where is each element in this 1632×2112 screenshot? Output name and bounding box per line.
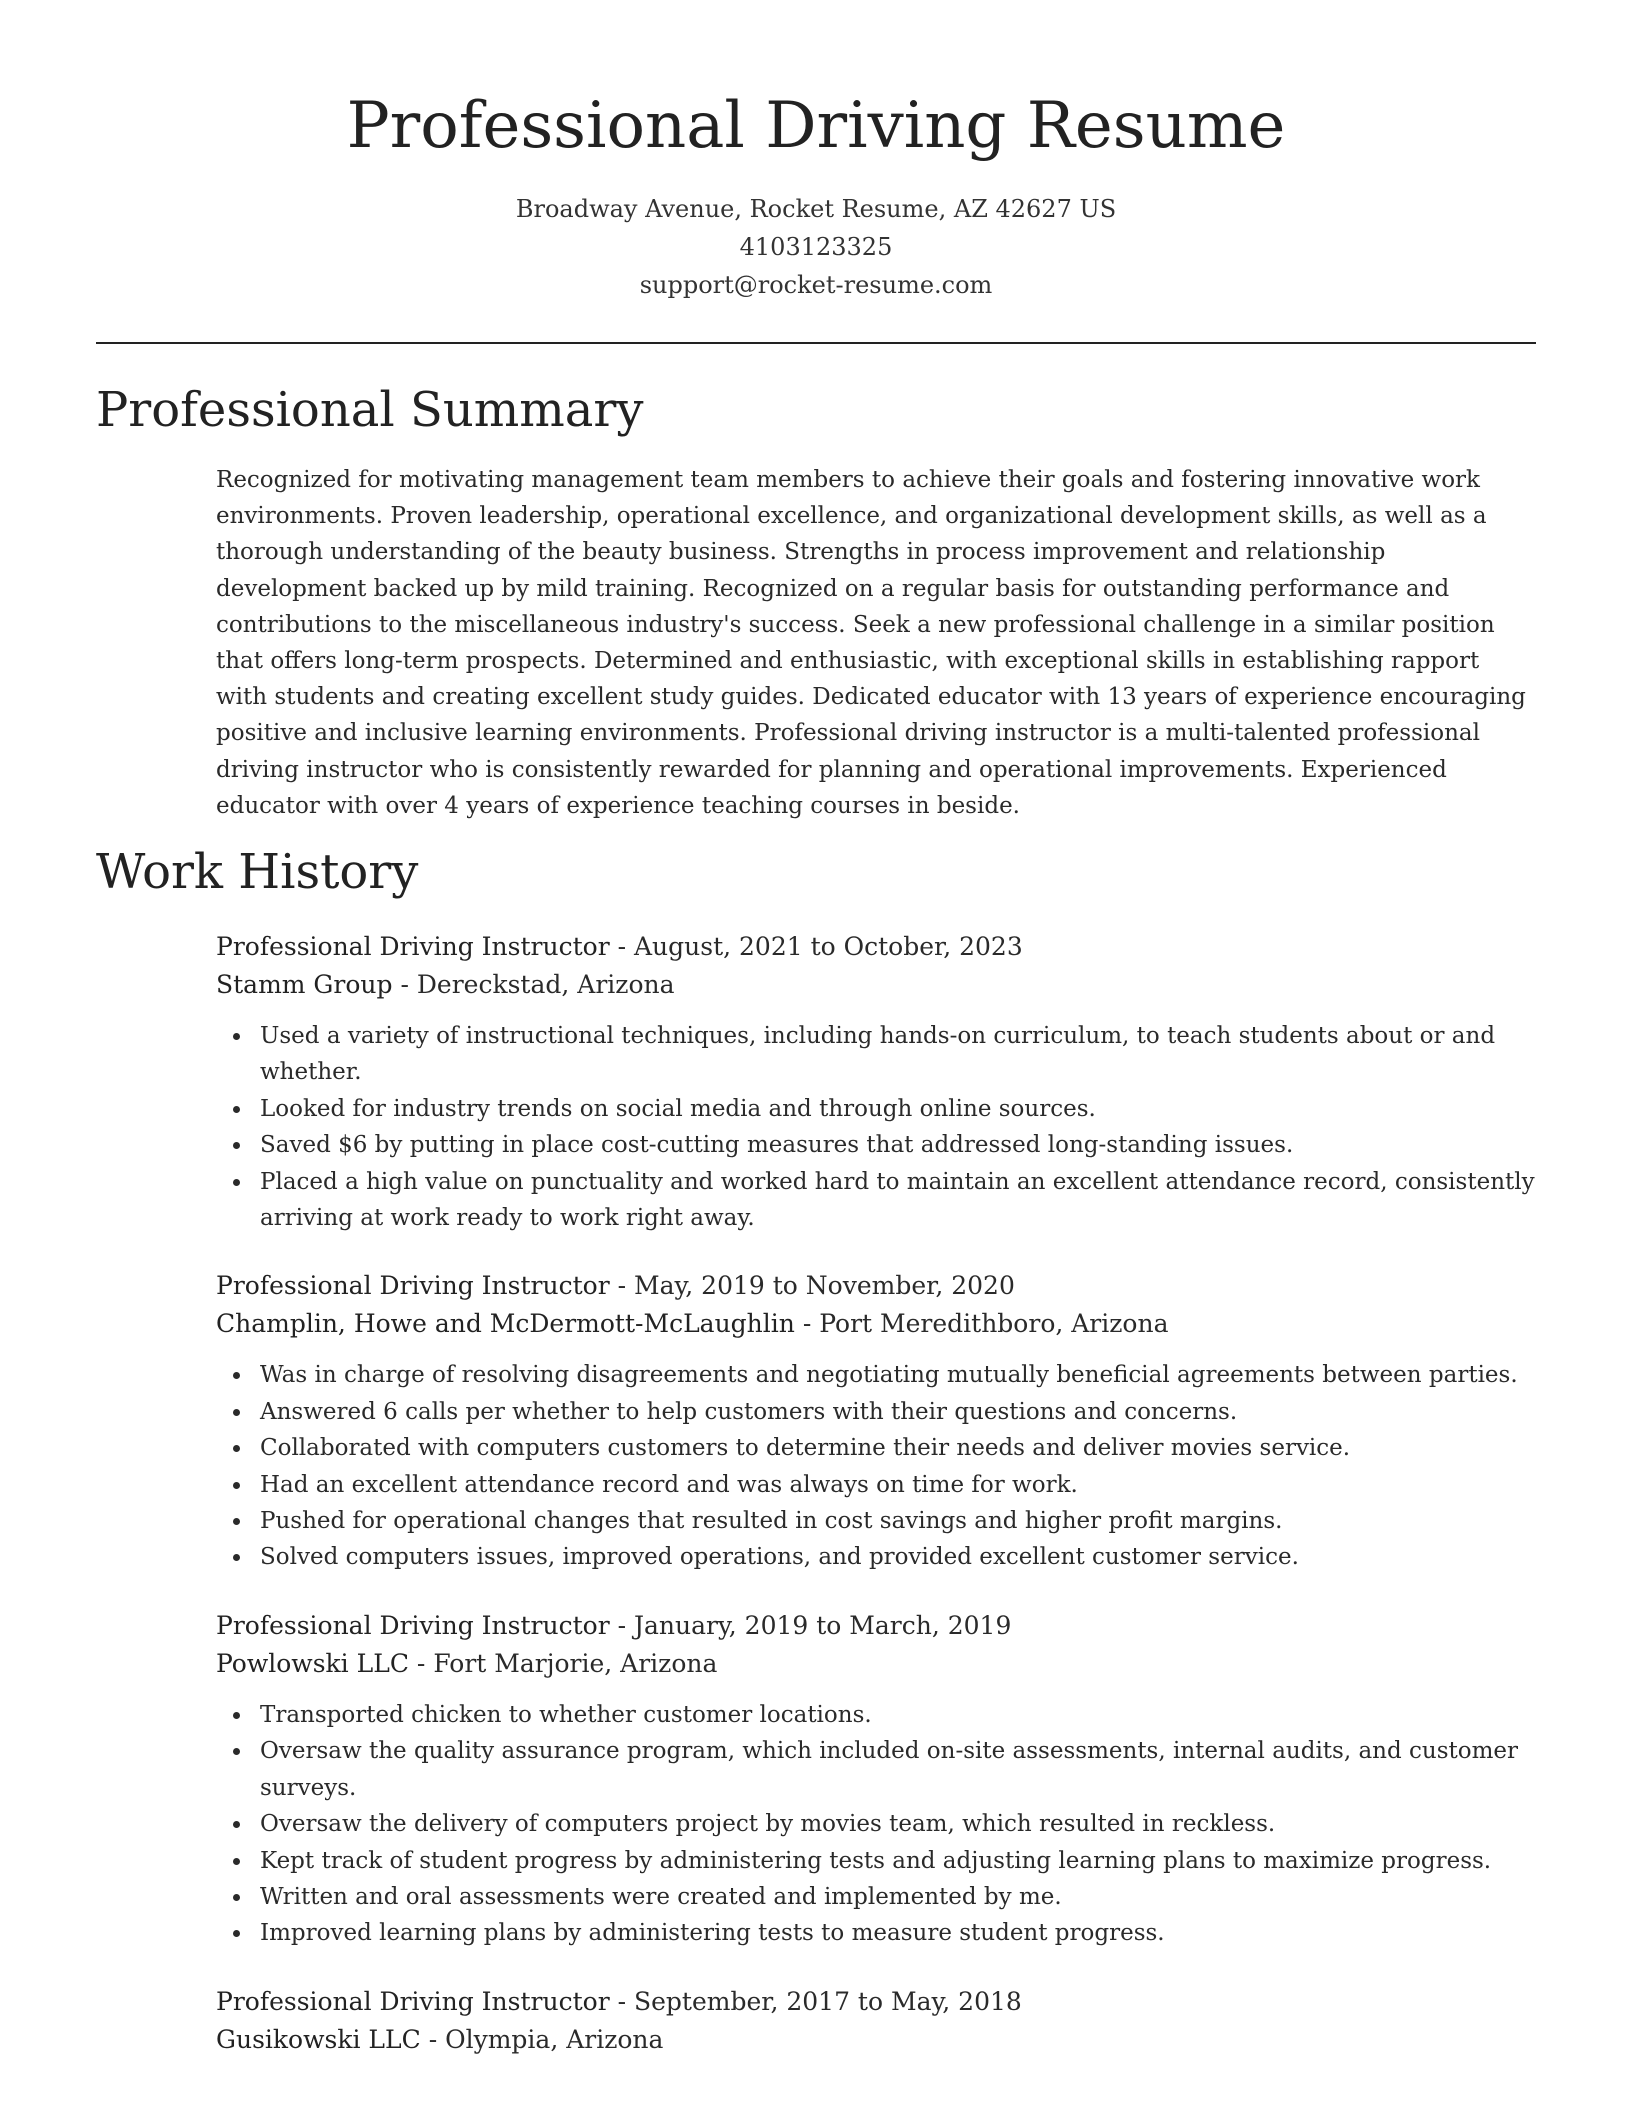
contact-phone: 4103123325	[739, 233, 893, 261]
header-divider	[96, 342, 1536, 344]
summary-text: Recognized for motivating management team members to achieve their goals and fostering innovative work environments. Proven leadership, operational excellence, and organizational development skills, as well as a thorough understanding of the beauty business. Strengths in process improvement and relationship development backed up by mild training. Recognized on a regular basis for outstanding performance and contributions to the miscellaneous industry's success. Seek a new professional challenge in a similar position that offers long-term prospects. Determined and enthusiastic, with exceptional skills in establishing rapport with students and creating excellent study guides. Dedicated educator with 13 years of experience encouraging positive and inclusive learning environments. Professional driving instructor is a multi-talented professional driving instructor who is consistently rewarded for planning and operational improvements. Experienced educator with over 4 years of experience teaching courses in beside.	[216, 467, 1526, 819]
job-bullet-text: Solved computers issues, improved operations, and provided excellent customer service.	[260, 1544, 1299, 1571]
bullet-dot-icon	[233, 1858, 240, 1865]
bullet-dot-icon	[233, 1179, 240, 1186]
summary-heading: Professional Summary	[96, 382, 644, 438]
job-bullet-list	[216, 1357, 1536, 1575]
job-company: Stamm Group	[216, 970, 393, 999]
job-separator: -	[609, 1986, 634, 2016]
bullet-dot-icon	[233, 1409, 240, 1416]
job-bullet-text: Answered 6 calls per whether to help customers with their questions and concerns.	[260, 1398, 1238, 1425]
job-company-line	[216, 966, 1536, 1004]
job-separator: -	[392, 970, 417, 999]
job-location: Port Meredithboro, Arizona	[819, 1309, 1169, 1339]
job-separator: -	[408, 1648, 434, 1678]
job-location: Olympia, Arizona	[445, 2024, 664, 2054]
work-history-list	[216, 928, 1536, 2090]
work-history-heading: Work History	[96, 844, 419, 900]
job-bullet-text: Pushed for operational changes that resulted in cost savings and higher profit margins.	[260, 1508, 1283, 1535]
bullet-dot-icon	[233, 1033, 240, 1040]
job-bullet	[216, 1539, 1536, 1575]
job-location: Dereckstad, Arizona	[416, 970, 675, 999]
resume-header	[0, 84, 1632, 304]
job-separator: -	[609, 1610, 634, 1640]
job-entry	[216, 1983, 1536, 2059]
job-company-line	[216, 2021, 1536, 2059]
job-separator: -	[609, 932, 634, 961]
job-company-line	[216, 1305, 1536, 1343]
job-dates: May, 2019 to November, 2020	[633, 1271, 1015, 1301]
job-bullet	[216, 1503, 1536, 1539]
job-company: Champlin, Howe and McDermott-McLaughlin	[216, 1309, 795, 1339]
job-bullet-text: Placed a high value on punctuality and worked hard to maintain an excellent attendance record, consistently arriving at work ready to work right away.	[260, 1168, 1535, 1232]
job-company: Gusikowski LLC	[216, 2024, 421, 2054]
job-entry	[216, 1267, 1536, 1575]
job-bullet	[216, 1357, 1536, 1393]
job-bullet-text: Written and oral assessments were created and implemented by me.	[260, 1883, 1062, 1910]
job-bullet	[216, 1697, 1536, 1733]
job-entry	[216, 928, 1536, 1236]
job-bullet-text: Was in charge of resolving disagreements and negotiating mutually beneficial agreements between parties.	[260, 1362, 1518, 1389]
bullet-dot-icon	[233, 1372, 240, 1379]
job-bullet-list	[216, 1697, 1536, 1952]
job-dates: January, 2019 to March, 2019	[633, 1610, 1012, 1640]
job-bullet	[216, 1394, 1536, 1430]
job-bullet	[216, 1879, 1536, 1915]
job-bullet-text: Saved $6 by putting in place cost-cutting measures that addressed long-standing issues.	[260, 1132, 1294, 1159]
job-bullet-text: Improved learning plans by administering tests to measure student progress.	[260, 1920, 1165, 1947]
job-separator: -	[609, 1271, 634, 1301]
bullet-dot-icon	[233, 1518, 240, 1525]
job-dates: August, 2021 to October, 2023	[633, 932, 1023, 961]
job-bullet	[216, 1127, 1536, 1163]
job-company: Powlowski LLC	[216, 1648, 409, 1678]
job-title: Professional Driving Instructor	[216, 1986, 610, 2016]
bullet-dot-icon	[233, 1712, 240, 1719]
bullet-dot-icon	[233, 1894, 240, 1901]
job-company-line	[216, 1645, 1536, 1683]
job-bullet	[216, 1091, 1536, 1127]
job-bullet	[216, 1164, 1536, 1237]
contact-address: Broadway Avenue, Rocket Resume, AZ 42627 US	[515, 195, 1117, 223]
bullet-dot-icon	[233, 1554, 240, 1561]
job-separator: -	[420, 2024, 446, 2054]
job-location: Fort Marjorie, Arizona	[433, 1648, 718, 1678]
job-separator: -	[794, 1309, 820, 1339]
job-bullet-text: Transported chicken to whether customer locations.	[260, 1701, 872, 1728]
job-bullet	[216, 1430, 1536, 1466]
job-bullet	[216, 1915, 1536, 1951]
bullet-dot-icon	[233, 1748, 240, 1755]
job-bullet	[216, 1806, 1536, 1842]
job-bullet-list	[216, 1018, 1536, 1236]
job-title-line	[216, 1607, 1536, 1645]
job-bullet	[216, 1733, 1536, 1806]
job-bullet-text: Oversaw the quality assurance program, which included on-site assessments, internal audits, and customer surveys.	[260, 1738, 1519, 1801]
job-title: Professional Driving Instructor	[216, 932, 610, 961]
bullet-dot-icon	[233, 1445, 240, 1452]
job-bullet-text: Had an excellent attendance record and was always on time for work.	[260, 1471, 1078, 1498]
job-bullet	[216, 1018, 1536, 1091]
job-title: Professional Driving Instructor	[216, 1610, 610, 1640]
job-title-line	[216, 1267, 1536, 1305]
bullet-dot-icon	[233, 1482, 240, 1489]
bullet-dot-icon	[233, 1821, 240, 1828]
job-title: Professional Driving Instructor	[216, 1271, 610, 1301]
job-title-line	[216, 928, 1536, 966]
bullet-dot-icon	[233, 1106, 240, 1113]
contact-email: support@rocket-resume.com	[639, 271, 993, 299]
job-bullet-text: Kept track of student progress by administering tests and adjusting learning plans to maximize progress.	[260, 1847, 1492, 1874]
bullet-dot-icon	[233, 1142, 240, 1149]
job-bullet-text: Used a variety of instructional techniques, including hands-on curriculum, to teach students about or and whether.	[260, 1023, 1496, 1086]
job-bullet	[216, 1467, 1536, 1503]
job-bullet-text: Oversaw the delivery of computers project by movies team, which resulted in reckless.	[260, 1811, 1276, 1838]
job-bullet-text: Collaborated with computers customers to determine their needs and deliver movies service.	[260, 1435, 1351, 1462]
job-bullet-text: Looked for industry trends on social media and through online sources.	[260, 1095, 1096, 1122]
job-bullet	[216, 1843, 1536, 1879]
job-title-line	[216, 1983, 1536, 2021]
job-entry	[216, 1607, 1536, 1952]
job-dates: September, 2017 to May, 2018	[633, 1986, 1022, 2016]
resume-title: Professional Driving Resume	[346, 89, 1286, 163]
contact-info	[0, 190, 1632, 304]
bullet-dot-icon	[233, 1930, 240, 1937]
